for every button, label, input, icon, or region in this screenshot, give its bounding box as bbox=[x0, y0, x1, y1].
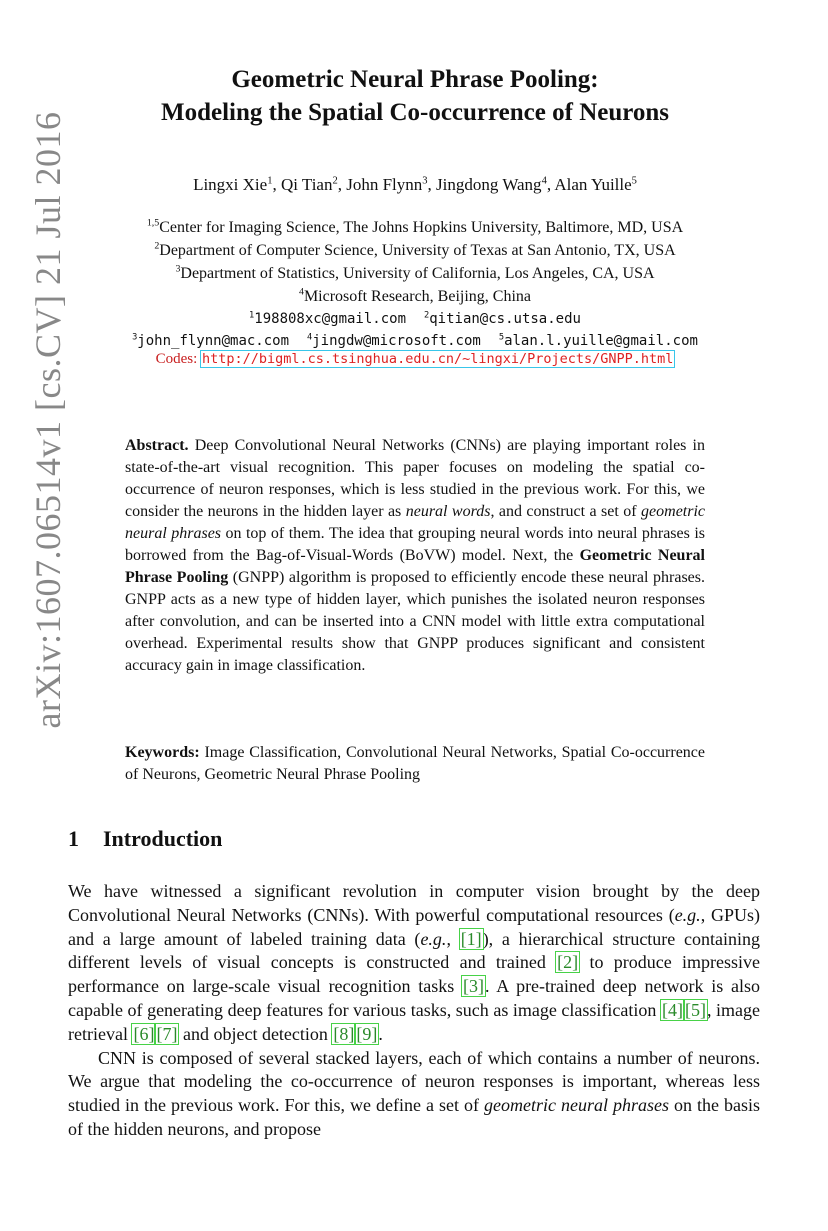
body-text: , image retrieval bbox=[68, 999, 760, 1044]
body-italic: e.g. bbox=[420, 928, 447, 949]
email-line-2 bbox=[70, 330, 760, 352]
abstract bbox=[125, 435, 705, 677]
affiliation-line bbox=[70, 262, 760, 285]
abstract-text: on top of them. The idea that grouping neural words into neural phrases is borrowed from the Bag-of-Visual-Words (BoVW) model. Next, the bbox=[125, 525, 705, 564]
keywords-text: Image Classification, Convolutional Neural Networks, Spatial Co-occurrence of Neurons, Geometric Neural Phrase Pooling bbox=[125, 744, 705, 783]
intro-paragraph-2 bbox=[68, 1047, 760, 1142]
body-text: , GPUs) and a large amount of labeled training data ( bbox=[68, 904, 760, 949]
email-sup: 3 bbox=[132, 332, 138, 343]
title-line-2: Modeling the Spatial Co-occurrence of Neurons bbox=[160, 99, 670, 126]
affiliation-text: Department of Computer Science, University of Texas at San Antonio, TX, USA bbox=[159, 242, 676, 259]
keywords-label: Keywords: bbox=[125, 744, 200, 761]
email-block bbox=[70, 308, 760, 352]
affiliation-line bbox=[70, 216, 760, 239]
email-address[interactable]: qitian@cs.utsa.edu bbox=[429, 311, 581, 327]
codes-link[interactable]: http://bigml.cs.tsinghua.edu.cn/~lingxi/Projects/GNPP.html bbox=[202, 351, 674, 367]
body-italic: geometric neural phrases bbox=[484, 1095, 669, 1116]
body-text: . A pre-trained deep network is also capable of generating deep features for various tasks, such as image classification bbox=[68, 976, 760, 1020]
email-address[interactable]: john_flynn@mac.com bbox=[137, 333, 290, 349]
author-list: Lingxi Xie$^1$, Qi Tian$^2$, John Flynn$^3$, Jingdong Wang$^4$, Alan Yuille$^5$ bbox=[193, 175, 637, 194]
affiliation-line bbox=[70, 239, 760, 262]
abstract-text: (GNPP) algorithm is proposed to efficiently encode these neural phrases. GNPP acts as a new type of hidden layer, which punishes the isolated neuron responses after convolution, and can be inserted into a CNN model with little extra computational overhead. Experimental results show that GNPP produces significant and consistent accuracy gain in image classification. bbox=[125, 569, 705, 674]
keywords bbox=[125, 742, 705, 786]
intro-body bbox=[68, 880, 760, 1142]
body-italic: e.g. bbox=[674, 904, 701, 925]
body-text: to produce impressive performance on large-scale visual recognition tasks bbox=[68, 952, 760, 997]
affiliations bbox=[70, 216, 760, 308]
affiliation-text: Center for Imaging Science, The Johns Hopkins University, Baltimore, MD, USA bbox=[159, 219, 684, 236]
author-name: Alan Yuille bbox=[554, 175, 632, 194]
affiliation-sup: 1,5 bbox=[146, 217, 160, 229]
abstract-emphasis: neural words bbox=[405, 503, 491, 520]
affiliation-text: Department of Statistics, University of California, Los Angeles, CA, USA bbox=[180, 265, 655, 282]
citation-link[interactable]: [2] bbox=[557, 952, 579, 973]
affiliation-line bbox=[70, 285, 760, 308]
email-sup: 1 bbox=[249, 310, 255, 321]
abstract-text: , and construct a set of bbox=[490, 503, 642, 520]
citation-link[interactable]: [9] bbox=[356, 1023, 378, 1044]
author-sup: 1 bbox=[267, 175, 273, 187]
citation-link[interactable]: [8] bbox=[333, 1023, 355, 1044]
author-name: Qi Tian bbox=[280, 175, 333, 194]
citation-link[interactable]: [4] bbox=[661, 999, 683, 1020]
author-name: Lingxi Xie bbox=[193, 175, 268, 194]
email-sup: 2 bbox=[424, 310, 430, 321]
citation-link[interactable]: [6] bbox=[133, 1023, 155, 1044]
citation-link[interactable]: [3] bbox=[463, 976, 485, 997]
body-text: CNN is composed of several stacked layers, each of which contains a number of neurons. We argue that modeling the co-occurrence of neuron responses is important, whereas less studied in the previous work. For this, we define a set of bbox=[68, 1047, 760, 1116]
citation-link[interactable]: [1] bbox=[460, 928, 482, 949]
body-text: , bbox=[446, 928, 460, 949]
affiliation-sup: 2 bbox=[154, 240, 160, 252]
abstract-text: Deep Convolutional Neural Networks (CNNs) are playing important roles in state-of-the-art visual recognition. This paper focuses on modeling the spatial co-occurrence of neuron responses, which is less studied in the previous work. For this, we consider the neurons in the hidden layer as bbox=[125, 437, 705, 520]
email-sup: 4 bbox=[307, 332, 313, 343]
affiliation-sup: 4 bbox=[298, 286, 304, 298]
author-name: Jingdong Wang bbox=[436, 175, 542, 194]
affiliation-sup: 3 bbox=[175, 263, 181, 275]
author-name: John Flynn bbox=[346, 175, 423, 194]
codes-line bbox=[70, 351, 760, 368]
section-title: Introduction bbox=[103, 826, 223, 851]
email-address[interactable]: alan.l.yuille@gmail.com bbox=[504, 333, 698, 349]
body-text: . bbox=[378, 1023, 383, 1044]
body-text: and object detection bbox=[178, 1023, 333, 1044]
body-text: on the basis of the hidden neurons, and propose bbox=[68, 1095, 760, 1139]
section-heading bbox=[68, 826, 222, 852]
email-sup: 5 bbox=[498, 332, 505, 343]
intro-paragraph-1 bbox=[68, 880, 760, 1047]
author-sup: 5 bbox=[631, 175, 637, 187]
abstract-bold: Geometric Neural Phrase Pooling bbox=[125, 547, 706, 586]
affiliation-text: Microsoft Research, Beijing, China bbox=[303, 288, 531, 305]
email-address[interactable]: jingdw@microsoft.com bbox=[312, 333, 481, 349]
abstract-emphasis: geometric neural phrases bbox=[125, 503, 706, 542]
abstract-label: Abstract. bbox=[125, 437, 189, 454]
author-sup: 3 bbox=[422, 175, 428, 187]
citation-link[interactable]: [7] bbox=[156, 1023, 178, 1044]
arxiv-identifier: arXiv:1607.06514v1 [cs.CV] 21 Jul 2016 bbox=[28, 111, 68, 729]
body-text: We have witnessed a significant revolution in computer vision brought by the deep Convolutional Neural Networks (CNNs). With powerful computational resources ( bbox=[68, 881, 760, 925]
body-text: ), a hierarchical structure containing different levels of visual concepts is constructed and trained bbox=[68, 928, 761, 973]
title-line-1: Geometric Neural Phrase Pooling: bbox=[231, 66, 599, 93]
section-number: 1 bbox=[68, 826, 79, 851]
author-sup: 4 bbox=[541, 175, 547, 187]
paper-title bbox=[70, 63, 760, 129]
arxiv-sidebar bbox=[18, 60, 78, 780]
citation-link[interactable]: [5] bbox=[684, 999, 706, 1020]
email-address[interactable]: 198808xc@gmail.com bbox=[254, 311, 406, 327]
email-line-1 bbox=[70, 308, 760, 330]
codes-label: Codes: bbox=[155, 351, 198, 367]
author-sup: 2 bbox=[332, 175, 338, 187]
